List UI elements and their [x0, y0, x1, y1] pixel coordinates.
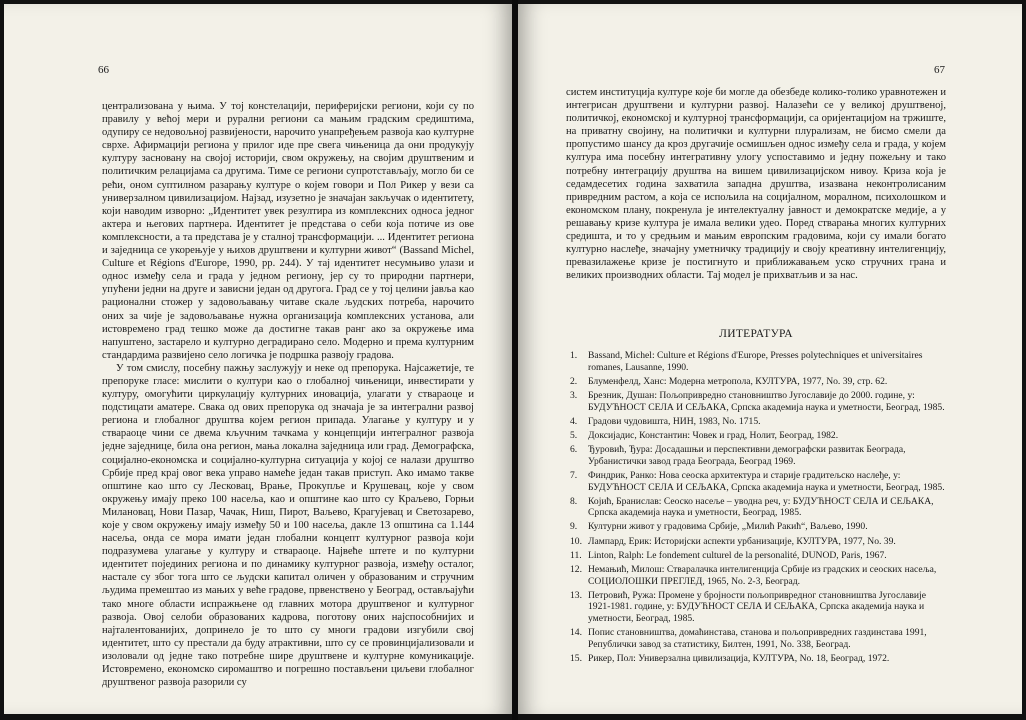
reference-text: Доксијадис, Константин: Човек и град, Нолит, Београд, 1982. [588, 429, 839, 441]
reference-text: Градови чудовишта, НИН, 1983, No. 1715. [588, 415, 761, 427]
reference-text: Лампард, Ерик: Историјски аспекти урбанизације, КУЛТУРА, 1977, No. 39. [588, 535, 896, 547]
reference-item [570, 496, 950, 519]
reference-number: 7. [570, 469, 578, 481]
reference-item [570, 390, 950, 413]
reference-item [570, 416, 950, 428]
reference-text: Рикер, Пол: Универзална цивилизација, КУЛТУРА, No. 18, Београд, 1972. [588, 652, 890, 664]
reference-number: 8. [570, 495, 578, 507]
left-page [4, 4, 512, 714]
reference-number: 9. [570, 521, 578, 533]
reference-text: Којић, Бранислав: Сеоско насеље – уводна реч, у: БУДУЋНОСТ СЕЛА И СЕЉАКА, Српска академија наука и уметности, Београд, 1985. [588, 495, 934, 519]
reference-number: 12. [570, 564, 582, 576]
reference-text: Петровић, Ружа: Промене у бројности пољопривредног становништва Југославије 1921-1981. године, у: БУДУЋНОСТ СЕЛА И СЕЉАКА, Српска академија наука и уметности, Београд, 1985. [588, 589, 926, 624]
reference-text: Bassand, Michel: Culture et Régions d'Europe, Presses polytechniques et universitaires romanes, Lausanne, 1990. [588, 350, 923, 373]
reference-number: 11. [570, 549, 582, 561]
reference-number: 2. [570, 375, 578, 387]
reference-text: Linton, Ralph: Le fondement culturel de la personalité, DUNOD, Paris, 1967. [588, 549, 887, 561]
reference-number: 3. [570, 389, 578, 401]
reference-text: Ђуровић, Ђура: Досадашњи и перспективни демографски развитак Београда, Урбанистички завод града Београда, Београд 1969. [588, 444, 906, 467]
reference-number: 14. [570, 627, 582, 639]
reference-item [570, 653, 950, 665]
reference-text: Брезник, Душан: Пољопривредно становништво Југославије до 2000. године, у: БУДУЋНОСТ СЕЛА И СЕЉАКА, Српска академија наука и уметности, Београд, 1985. [588, 389, 945, 413]
reference-number: 13. [570, 589, 582, 601]
reference-item [570, 376, 950, 388]
reference-item [570, 470, 950, 493]
reference-number: 10. [570, 535, 582, 547]
reference-text: Финдрик, Ранко: Нова сеоска архитектура и старије градитељско наслеђе, у: БУДУЋНОСТ СЕЛА И СЕЉАКА, Српска академија наука и уметности, Београд, 1985. [588, 469, 945, 493]
reference-item [570, 521, 950, 533]
reference-number: 1. [570, 350, 578, 361]
reference-text: Попис становништва, домаћинстава, станова и пољопривредних газдинстава 1991, Републички завод за статистику, Билтен, 1991, No. 338, Београд. [588, 627, 927, 650]
left-page-body [102, 100, 474, 689]
reference-item [570, 444, 950, 467]
reference-item [570, 564, 950, 587]
reference-number: 5. [570, 429, 578, 441]
reference-item [570, 536, 950, 548]
paragraph: У том смислу, посебну пажњу заслужују и неке од препорука. Најсажетије, те препоруке гласе: мислити о култури као о глобалној чињеници, инвестирати у културу, омогућити циркулацију културних иновација, улагати у ствараоце и подстицати аматере. Свака од ових препорука од значаја је за интегрални развој региона и глобалног друштва којем регион припада. Улагање у културу и у ствараоце чини се двема кључним тачкама у концепцији интегралног развоја једне заједнице, била она регион, мања локална заједница или град. Демографска, социјално-економска и социјално-културна ситуација у којој се налази друштво Србије пред крај овог века управо намеће један такав приступ. Ако имамо такве општине као што су Лесковац, Врање, Прокупље и Крушевац, које у свом окружењу имају преко 100 насеља, као и општине као што су Краљево, Горњи Милановац, Нови Пазар, Чачак, Ниш, Пирот, Ваљево, Крагујевац и Светозарево, које у свом окружењу имају између 50 и 100 насеља, дакле 13 општина са 1.144 насеља, онда се мора имати један глобални концепт културног развоја који подразумева улагање у културу и ствараоце. Највеће штете и по културни идентитет појединих региона и по динамику културног развоја, између осталог, настале су због тога што се људски капитал оличен у образованим и стручним људима премештао из мањих у веће градове, првенствено у Београд, остављајући тако многе области испражњене од главних мотора друштвеног и културног развоја. Овој селоби образованих кадрова, поготову оних најспособнијих и најталентованијих, допринело је то што су многи градови изгубили свој идентитет, што су престали да буду атрактивни, што су се провинцијализовали и изоловали од једне тако потребне шире друштвене и културне комуникације. Истовремено, економско сиромаштво и погрешно постављени циљеви глобалног друштвеног развоја разорили су [102, 362, 474, 689]
reference-item [570, 550, 950, 562]
reference-item [570, 350, 950, 373]
reference-text: Блуменфелд, Ханс: Модерна метропола, КУЛТУРА, 1977, No. 39, стр. 62. [588, 375, 888, 387]
reference-number: 4. [570, 415, 578, 427]
reference-number: 15. [570, 652, 582, 664]
reference-list [570, 350, 950, 667]
paragraph: централизована у њима. У тој констелацији, периферијски региони, који су по правилу у већој мери и рурални региони са мањим градским средиштима, одупиру се недовољној развијености, нарочито унапређењем развоја као културне сврхе. Афирмацији региона у прилог иде пре свега чињеница да они продукују културу засновану на својој историји, свом окружењу, на својим друштвеним и политичким релацијама са другима. Тиме се региони супротстављају, могло би се рећи, оном суптилном разарању културе о којем говори и Пол Рикер у вези са универзалном цивилизацијом. Најзад, изузетно је значајан закључак о идентитету, који наводим изворно: „Идентитет увек резултира из комплексних односа једног актера и његових партнера. Идентитет је представа о себи која потиче из ове комплексности, а та представа је у сталној трансформацији. ... Идентитет региона и заједница се укорењује у њихов друштвени и културни живот“ (Bassand Michel, Culture et Régions d'Europe, 1990, pp. 244). У тај идентитет несумњиво улази и однос између села и града у једном региону, јер су то природни партнери, упућени једни на друге и зависни један од другога. Град се у тој целини јавља као рационални стожер у задовољавању читаве скале људских потреба, нарочито оних за чије је задовољавање нужна организација комплексних установа, али истовремено град тешко може да достигне такав ранг ако за окружење има напуштено, застарело и културно деградирано село. Модерно и према културним стандардима развијено село логичка је подршка развоју градова. [102, 101, 474, 361]
right-page-body [566, 86, 946, 282]
page-number-left: 66 [98, 64, 109, 76]
reference-item [570, 627, 950, 650]
reference-item [570, 430, 950, 442]
reference-item [570, 590, 950, 625]
reference-text: Културни живот у градовима Србије, „Милић Ракић“, Ваљево, 1990. [588, 521, 868, 533]
paragraph: систем институција културе које би могле да обезбеде колико-толико уравнотежен и интегрисан друштвени и културни развој. Налазећи се у великој друштвеној, политичкој, економској и културној трансформацији, са оријентацијом на тржиште, на приватну својину, на политички и културни плурализам, не бисмо смели да пропустимо шансу да кроз другачије осмишљен однос између села и града, у којем култура има посебну интегративну улогу успоставимо и једну пожељну и тако потребну интеграцију друштва на вишем цивилизацијском нивоу. Криза која је седамдесетих година захватила западна друштва, изазвана неконтролисаним привредним растом, а која се испољила на социјалном, моралном, психолошком и економском плану, покренула је интелектуалну јавност и демократске медије, а у решавању кризе култура је имала велики удео. Поред стварања многих културних средишта, и то у средњим и мањим европским градовима, који су имали богато културно наслеђе, значајну уметничку традицију и своју креативну интелигенцију, превазилажење кризе је постигнуто и приближавањем уско стручних грана и великих производних области. Тај модел је прихватљив и за нас. [566, 87, 946, 282]
references-heading: ЛИТЕРАТУРА [719, 328, 793, 340]
reference-text: Немањић, Милош: Стваралачка интелигенција Србије из градских и сеоских насеља, СОЦИОЛОШКИ ПРЕГЛЕД, 1965, No. 2-3, Београд. [588, 564, 937, 587]
right-page [518, 4, 1022, 714]
reference-number: 6. [570, 444, 578, 456]
page-number-right: 67 [934, 64, 945, 76]
